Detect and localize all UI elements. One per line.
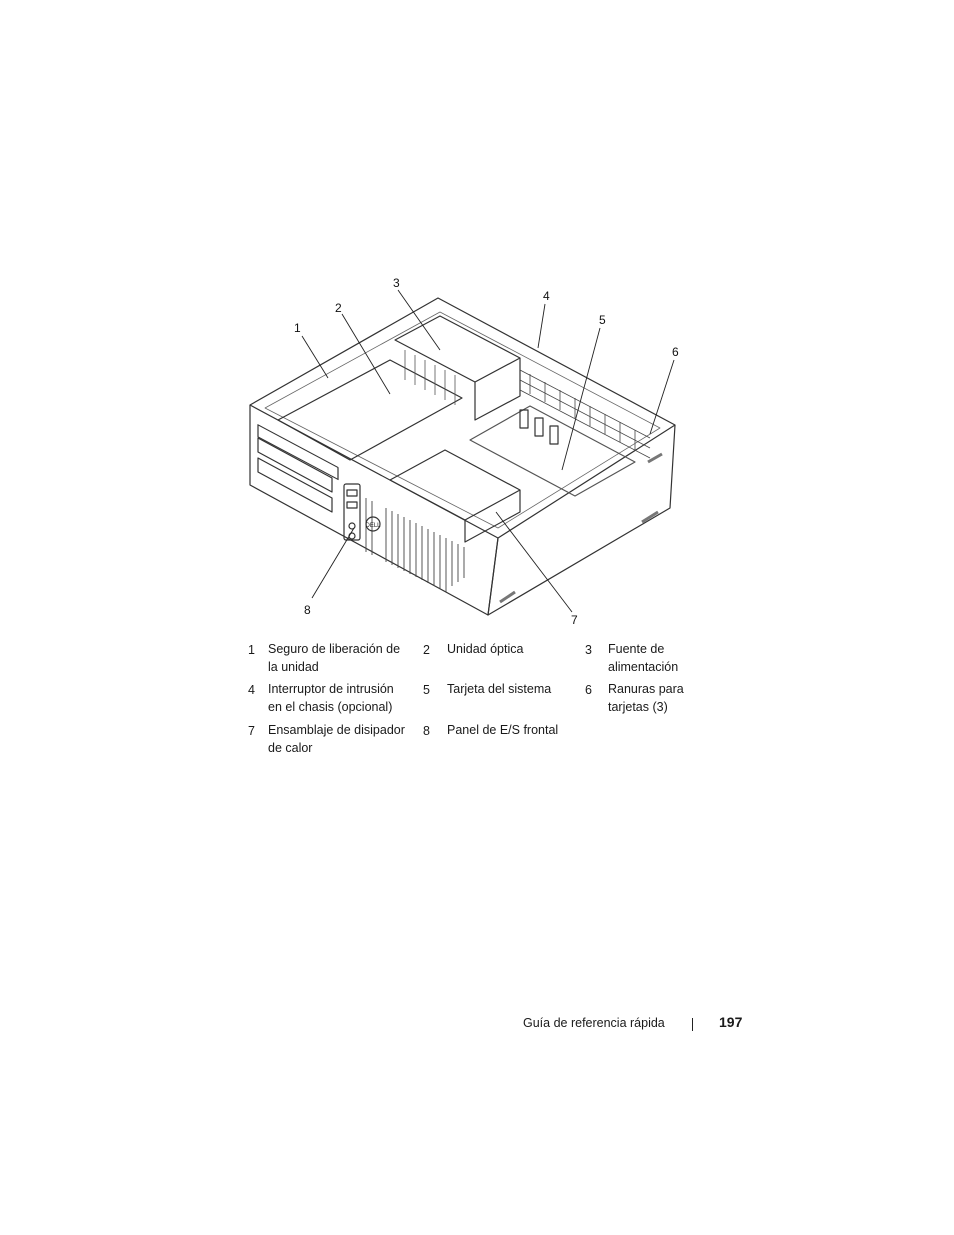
dell-logo-text: DELL (365, 523, 381, 529)
legend-number: 1 (248, 643, 255, 657)
legend-number: 2 (423, 643, 430, 657)
leader-line-4 (538, 304, 545, 348)
optical-drive (278, 360, 462, 460)
legend-label: Ranuras para tarjetas (3) (608, 682, 684, 714)
legend-label: Unidad óptica (447, 642, 524, 656)
computer-interior-illustration (230, 270, 710, 630)
legend-label: Interruptor de intrusión en el chasis (opcional) (268, 682, 394, 714)
callout-number: 8 (304, 603, 311, 617)
legend-label: Seguro de liberación de la unidad (268, 642, 401, 674)
system-board (470, 406, 635, 496)
legend-number: 7 (248, 724, 255, 738)
leader-line-8 (312, 528, 354, 598)
callout-number: 4 (543, 289, 550, 303)
legend-label: Ensamblaje de disipador de calor (268, 723, 405, 755)
footer-title: Guía de referencia rápida (523, 1016, 665, 1030)
legend-label: Panel de E/S frontal (447, 723, 559, 737)
legend-number: 8 (423, 724, 430, 738)
callout-number: 3 (393, 276, 400, 290)
heat-sink-assembly (390, 450, 520, 520)
legend-number: 6 (585, 683, 592, 697)
legend-number: 5 (423, 683, 430, 697)
leader-line-5 (562, 328, 600, 470)
page-number: 197 (719, 1014, 743, 1030)
leader-line-1 (302, 336, 328, 378)
chassis-front-face (250, 405, 498, 615)
card-slots (520, 370, 650, 438)
callout-number: 1 (294, 321, 301, 335)
footer-separator (692, 1018, 693, 1031)
callout-number: 7 (571, 613, 578, 627)
legend-number: 4 (248, 683, 255, 697)
optical-drive-bay (258, 425, 338, 480)
legend-label: Tarjeta del sistema (447, 682, 552, 696)
legend-number: 3 (585, 643, 592, 657)
callout-number: 5 (599, 313, 606, 327)
legend-label: Fuente de alimentación (608, 642, 679, 674)
callout-number: 2 (335, 301, 342, 315)
callout-number: 6 (672, 345, 679, 359)
